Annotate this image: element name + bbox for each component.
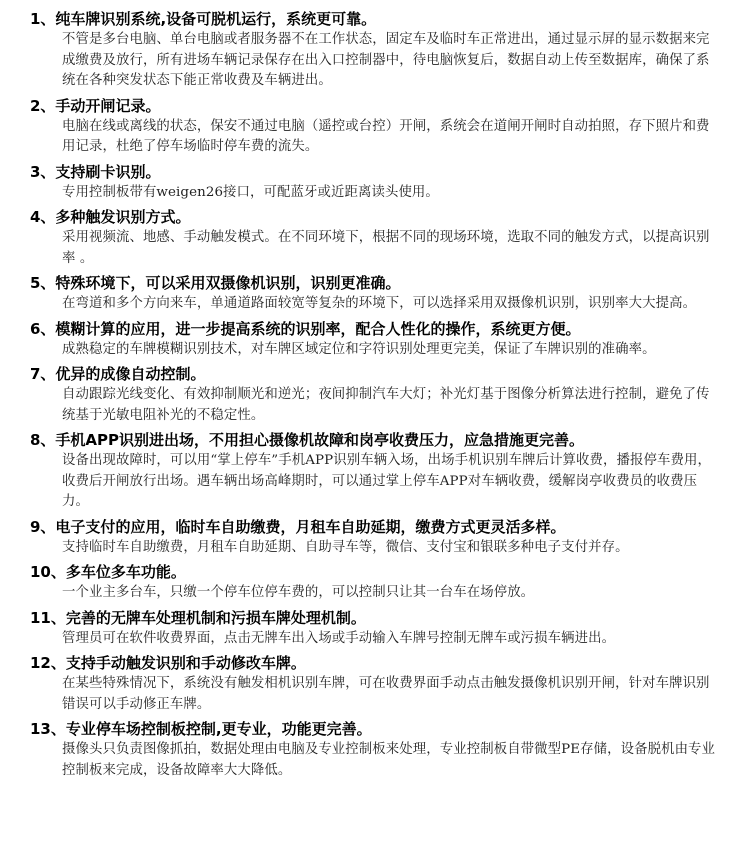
feature-description: 摄像头只负责图像抓拍，数据处理由电脑及专业控制板来处理，专业控制板自带微型PE存储，设备脱机由专业控制板来完成，设备故障率大大降低。	[62, 742, 716, 778]
feature-item-8	[30, 429, 734, 513]
feature-item-13	[30, 718, 734, 781]
feature-description: 在弯道和多个方向来车，单通道路面较宽等复杂的环境下，可以选择采用双摄像机识别，识别率大大提高。	[62, 296, 697, 311]
feature-item-7	[30, 363, 734, 426]
feature-description: 设备出现故障时，可以用“掌上停车”手机APP识别车辆入场，出场手机识别车牌后计算收费，播报停车费用，收费后开闸放行出场。遇车辆出场高峰期时，可以通过掌上停车APP对车辆收费，缓解岗亭收费员的收费压力。	[62, 453, 711, 509]
feature-description: 不管是多台电脑、单台电脑或者服务器不在工作状态，固定车及临时车正常进出，通过显示屏的显示数据来完成缴费及放行，所有进场车辆记录保存在出入口控制器中，待电脑恢复后，数据自动上传至数据库，确保了系统在各种突发状态下能正常收费及车辆进出。	[62, 32, 710, 88]
feature-item-4	[30, 206, 734, 269]
feature-heading: 4、多种触发识别方式。	[30, 208, 191, 226]
feature-item-12	[30, 652, 734, 715]
feature-item-11	[30, 607, 734, 650]
feature-item-9	[30, 516, 734, 559]
feature-description: 一个业主多台车，只缴一个停车位停车费的，可以控制只让其一台车在场停放。	[62, 585, 535, 600]
feature-heading: 9、电子支付的应用，临时车自助缴费，月租车自助延期，缴费方式更灵活多样。	[30, 517, 566, 536]
feature-item-3	[30, 161, 734, 204]
feature-item-6	[30, 318, 734, 361]
feature-heading: 7、优异的成像自动控制。	[30, 365, 206, 383]
feature-heading: 13、专业停车场控制板控制,更专业，功能更完善。	[30, 720, 372, 738]
feature-heading: 12、支持手动触发识别和手动修改车牌。	[30, 654, 306, 672]
feature-heading: 10、多车位多车功能。	[30, 563, 186, 581]
feature-heading: 2、手动开闸记录。	[30, 96, 161, 115]
feature-heading: 1、纯车牌识别系统,设备可脱机运行，系统更可靠。	[30, 10, 377, 28]
feature-description: 支持临时车自助缴费，月租车自助延期、自助寻车等，微信、支付宝和银联多种电子支付并存。	[62, 539, 629, 555]
feature-item-10	[30, 561, 734, 604]
feature-heading: 6、模糊计算的应用，进一步提高系统的识别率，配合人性化的操作，系统更方便。	[30, 319, 581, 338]
feature-description: 采用视频流、地感、手动触发模式。在不同环境下，根据不同的现场环境，选取不同的触发方式，以提高识别率 。	[62, 230, 710, 266]
feature-description: 电脑在线或离线的状态，保安不通过电脑（遥控或台控）开闸，系统会在道闸开闸时自动拍照，存下照片和费用记录，杜绝了停车场临时停车费的流失。	[62, 118, 710, 154]
feature-description: 管理员可在软件收费界面，点击无牌车出入场或手动输入车牌号控制无牌车或污损车辆进出。	[62, 630, 616, 646]
feature-description: 成熟稳定的车牌模糊识别技术，对车牌区域定位和字符识别处理更完美，保证了车牌识别的准确率。	[62, 341, 656, 357]
feature-item-1	[30, 8, 734, 92]
feature-description: 专用控制板带有weigen26接口，可配蓝牙或近距离读头使用。	[62, 184, 439, 200]
feature-description: 在某些特殊情况下，系统没有触发相机识别车牌，可在收费界面手动点击触发摄像机识别开闸，针对车牌识别错误可以手动修正车牌。	[62, 676, 710, 712]
feature-heading: 8、手机APP识别进出场，不用担心摄像机故障和岗亭收费压力，应急措施更完善。	[30, 431, 585, 449]
feature-heading: 3、支持刷卡识别。	[30, 162, 161, 181]
feature-heading: 11、完善的无牌车处理机制和污损车牌处理机制。	[30, 608, 366, 627]
feature-item-2	[30, 95, 734, 158]
feature-description: 自动跟踪光线变化、有效抑制顺光和逆光；夜间抑制汽车大灯；补光灯基于图像分析算法进行控制，避免了传统基于光敏电阻补光的不稳定性。	[62, 387, 710, 423]
feature-item-5	[30, 272, 734, 315]
feature-heading: 5、特殊环境下，可以采用双摄像机识别，识别更准确。	[30, 274, 401, 292]
